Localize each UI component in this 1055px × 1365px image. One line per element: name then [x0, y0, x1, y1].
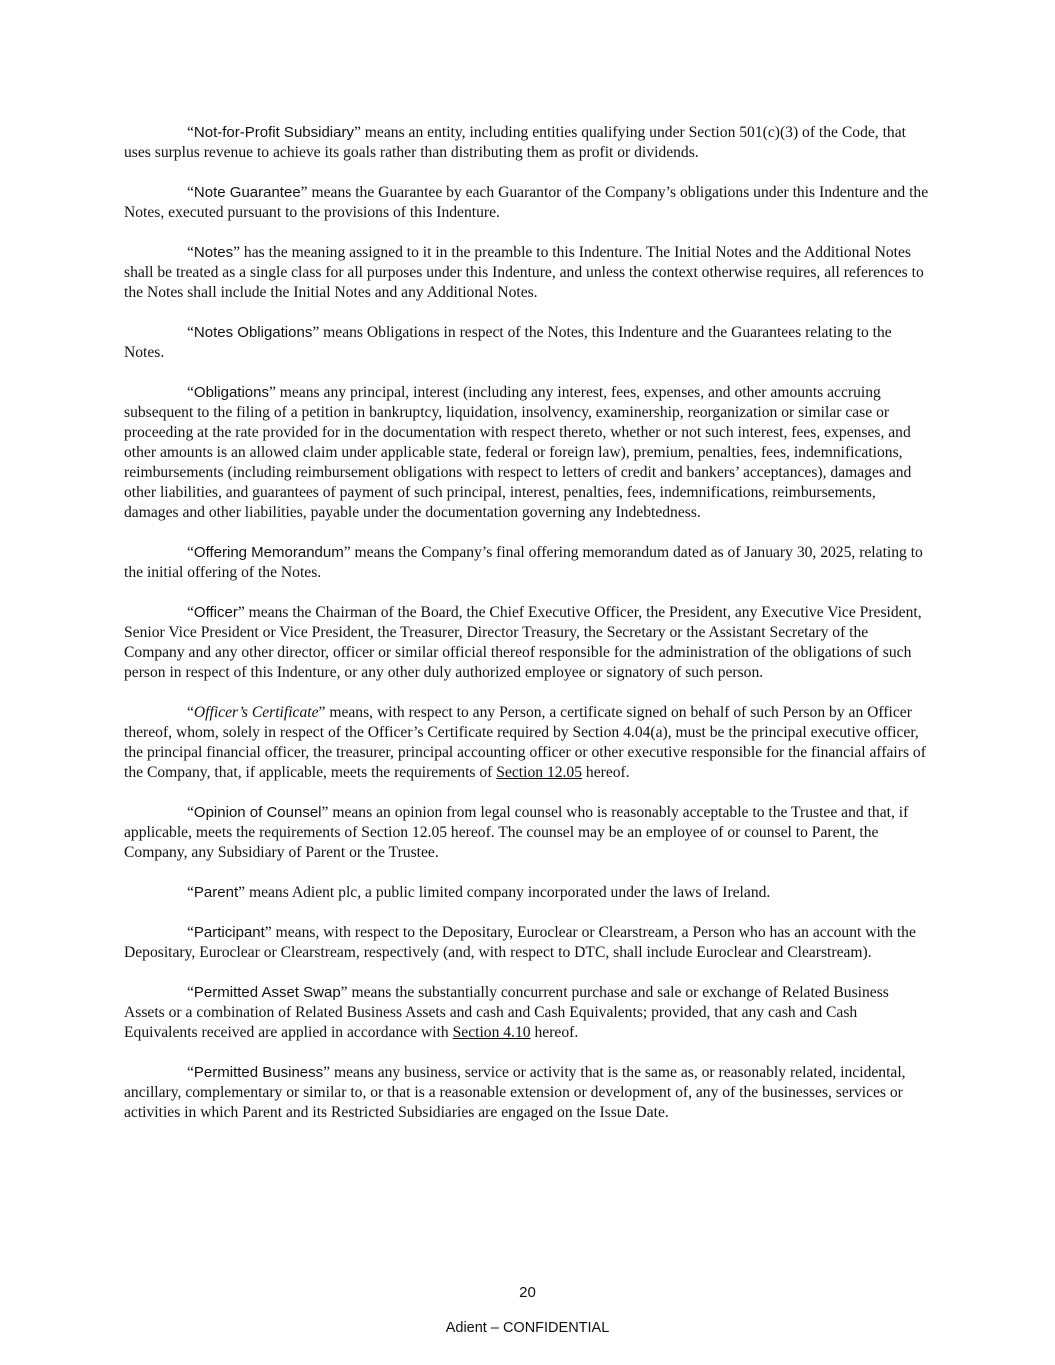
definition-text: means the Company’s final offering memorandum dated as of January 30, 2025, relating to the initial offering of the Notes.	[124, 544, 923, 581]
quote-close: ”	[343, 544, 351, 561]
definition-text: means the substantially concurrent purchase and sale or exchange of Related Business Assets or a combination of Related Business Assets and cash and Cash Equivalents; provided, that any cash and Cash Equivalents received are applied in accordance with	[124, 984, 889, 1041]
page-number: 20	[519, 1284, 536, 1301]
quote-close: ”	[233, 244, 241, 261]
defined-term: Offering Memorandum	[193, 544, 344, 561]
quote-open: “	[187, 924, 194, 941]
defined-term: Opinion of Counsel	[193, 804, 322, 821]
definition-text: means an opinion from legal counsel who is reasonably acceptable to the Trustee and that, if applicable, meets the requirements of Section 12.05 hereof. The counsel may be an employee of or counsel to Parent, the Company, any Subsidiary of Parent or the Trustee.	[124, 804, 909, 861]
definition-paragraph	[124, 983, 932, 1043]
quote-close: ”	[238, 884, 246, 901]
defined-term: Permitted Business	[193, 1064, 324, 1081]
quote-open: “	[187, 244, 194, 261]
definition-paragraph	[124, 183, 932, 223]
definition-text-after: hereof.	[582, 764, 630, 781]
defined-term: Permitted Asset Swap	[193, 984, 341, 1001]
quote-open: “	[187, 324, 194, 341]
definition-paragraph	[124, 923, 932, 963]
quote-close: ”	[237, 604, 245, 621]
definition-paragraph	[124, 543, 932, 583]
quote-close: ”	[264, 924, 272, 941]
defined-term: Notes Obligations	[193, 324, 313, 341]
quote-open: “	[187, 704, 194, 721]
quote-close: ”	[323, 1064, 331, 1081]
definition-text: means Obligations in respect of the Notes, this Indenture and the Guarantees relating to the Notes.	[124, 324, 892, 361]
definition-paragraph	[124, 323, 932, 363]
quote-close: ”	[321, 804, 329, 821]
definition-text: means, with respect to any Person, a certificate signed on behalf of such Person by an Officer thereof, whom, solely in respect of the Officer’s Certificate required by Section 4.04(a), must be the principal executive officer, the principal financial officer, the treasurer, principal accounting officer or other executive responsible for the financial affairs of the Company, that, if applicable, meets the requirements of	[124, 704, 926, 781]
section-reference-link[interactable]: Section 12.05	[496, 764, 583, 781]
confidential-footer: Adient – CONFIDENTIAL	[445, 1320, 610, 1336]
definition-text: means any business, service or activity that is the same as, or reasonably related, incidental, ancillary, complementary or similar to, or that is a reasonable extension or development of, any of the businesses, services or activities in which Parent and its Restricted Subsidiaries are engaged on the Issue Date.	[124, 1064, 906, 1121]
definition-paragraph	[124, 123, 932, 163]
quote-close: ”	[268, 384, 276, 401]
quote-close: ”	[312, 324, 320, 341]
quote-open: “	[187, 384, 194, 401]
definition-text: means any principal, interest (including any interest, fees, expenses, and other amounts accruing subsequent to the filing of a petition in bankruptcy, liquidation, insolvency, examinership, reorganization or similar case or proceeding at the rate provided for in the documentation with respect thereto, whether or not such interest, fees, expenses, and other amounts is an allowed claim under applicable state, federal or foreign law), premium, penalties, fees, indemnifications, reimbursements (including reimbursement obligations with respect to letters of credit and bankers’ acceptances), damages and other liabilities, and guarantees of payment of such principal, interest, penalties, fees, indemnifications, reimbursements, damages and other liabilities, payable under the documentation governing any Indebtedness.	[124, 384, 912, 521]
definition-text: means an entity, including entities qualifying under Section 501(c)(3) of the Code, that uses surplus revenue to achieve its goals rather than distributing them as profit or dividends.	[124, 124, 906, 161]
defined-term: Officer’s Certificate	[193, 704, 319, 721]
quote-close: ”	[340, 984, 348, 1001]
defined-term: Obligations	[193, 384, 269, 401]
definitions-body	[124, 123, 932, 1143]
quote-open: “	[187, 184, 194, 201]
definition-text: means Adient plc, a public limited company incorporated under the laws of Ireland.	[245, 884, 771, 901]
quote-close: ”	[318, 704, 326, 721]
defined-term: Notes	[193, 244, 234, 261]
defined-term: Not-for-Profit Subsidiary	[193, 124, 354, 141]
definition-paragraph	[124, 1063, 932, 1123]
quote-open: “	[187, 884, 194, 901]
defined-term: Note Guarantee	[193, 184, 301, 201]
section-reference-link[interactable]: Section 4.10	[452, 1024, 531, 1041]
quote-open: “	[187, 604, 194, 621]
definition-paragraph	[124, 603, 932, 683]
quote-open: “	[187, 544, 194, 561]
quote-close: ”	[300, 184, 308, 201]
definition-paragraph	[124, 383, 932, 523]
quote-open: “	[187, 1064, 194, 1081]
definition-text-after: hereof.	[530, 1024, 579, 1041]
definition-paragraph	[124, 243, 932, 303]
quote-open: “	[187, 804, 194, 821]
quote-close: ”	[353, 124, 361, 141]
definition-text: means the Guarantee by each Guarantor of the Company’s obligations under this Indenture and the Notes, executed pursuant to the provisions of this Indenture.	[124, 184, 929, 221]
definition-text: means, with respect to the Depositary, Euroclear or Clearstream, a Person who has an account with the Depositary, Euroclear or Clearstream, respectively (and, with respect to DTC, shall include Euroclear and Clearstream).	[124, 924, 916, 961]
defined-term: Parent	[193, 884, 239, 901]
definition-paragraph	[124, 703, 932, 783]
quote-open: “	[187, 124, 194, 141]
defined-term: Participant	[193, 924, 265, 941]
definition-paragraph	[124, 883, 932, 903]
definition-text: has the meaning assigned to it in the preamble to this Indenture. The Initial Notes and the Additional Notes shall be treated as a single class for all purposes under this Indenture, and unless the context otherwise requires, all references to the Notes shall include the Initial Notes and any Additional Notes.	[124, 244, 924, 301]
definition-paragraph	[124, 803, 932, 863]
quote-open: “	[187, 984, 194, 1001]
definition-text: means the Chairman of the Board, the Chief Executive Officer, the President, any Executive Vice President, Senior Vice President or Vice President, the Treasurer, Director Treasury, the Secretary or the Assistant Secretary of the Company and any other director, officer or similar official thereof responsible for the administration of the obligations of such person in respect of this Indenture, or any other duly authorized employee or signatory of such person.	[124, 604, 922, 681]
defined-term: Officer	[193, 604, 238, 621]
